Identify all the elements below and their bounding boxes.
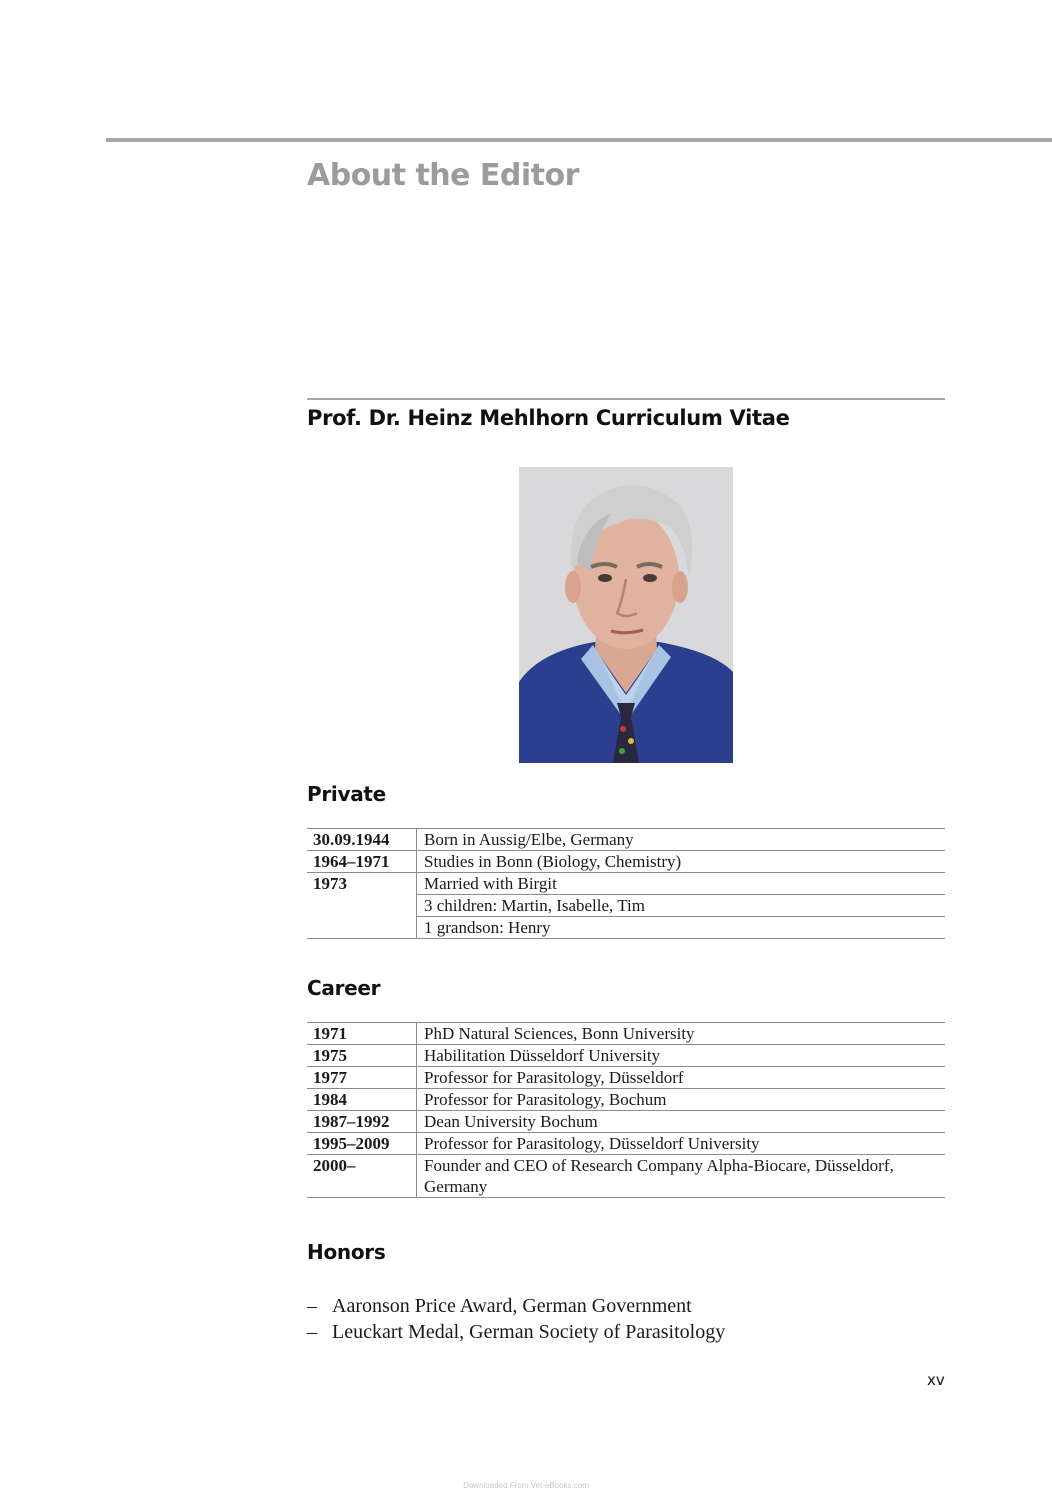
table-row [307,1133,945,1155]
text-cell: Studies in Bonn (Biology, Chemistry) [424,852,682,871]
text-cell: Dean University Bochum [424,1112,598,1131]
table-row [307,873,945,895]
table-row [307,829,945,851]
text-cell: Born in Aussig/Elbe, Germany [424,830,634,849]
text-cell: 1 grandson: Henry [417,917,946,939]
year-cell: 1973 [307,873,417,939]
honors-heading: Honors [307,1240,386,1264]
text-cell: Habilitation Düsseldorf University [424,1046,661,1065]
year-cell: 1987–1992 [307,1111,417,1133]
table-row [307,1089,945,1111]
top-rule [106,138,1052,142]
year-cell: 30.09.1944 [307,829,417,851]
year-cell: 1964–1971 [307,851,417,873]
table-row [307,1023,945,1045]
text-cell: Married with Birgit [424,874,557,893]
table-row [307,1045,945,1067]
text-cell: Founder and CEO of Research Company Alpha-Biocare, Düsseldorf, Germany [424,1156,894,1196]
private-heading: Private [307,782,386,806]
honor-text: Aaronson Price Award, German Government [332,1295,692,1317]
year-cell: 1975 [307,1045,417,1067]
section-rule [307,398,945,400]
text-cell: Professor for Parasitology, Düsseldorf [424,1068,684,1087]
chapter-title: About the Editor [307,158,579,193]
text-cell: PhD Natural Sciences, Bonn University [424,1024,695,1043]
honors-list [307,1293,725,1345]
year-cell: 1984 [307,1089,417,1111]
private-table [307,828,945,939]
table-row [307,1155,945,1198]
table-row [307,851,945,873]
year-cell: 1995–2009 [307,1133,417,1155]
cv-title: Prof. Dr. Heinz Mehlhorn Curriculum Vitae [307,406,790,430]
page-number: xv [927,1371,945,1389]
year-cell: 1971 [307,1023,417,1045]
text-cell: 3 children: Martin, Isabelle, Tim [417,895,946,917]
text-cell: Professor for Parasitology, Düsseldorf University [424,1134,760,1153]
table-row [307,1111,945,1133]
year-cell: 2000– [307,1155,417,1198]
career-heading: Career [307,976,381,1000]
list-item [307,1319,725,1345]
editor-portrait [519,467,733,763]
watermark: Downloaded From Vet-eBooks.com [463,1481,589,1490]
honor-text: Leuckart Medal, German Society of Parasitology [332,1321,726,1343]
dash-marker: – [307,1321,317,1343]
dash-marker: – [307,1295,317,1317]
list-item [307,1293,725,1319]
text-cell: Professor for Parasitology, Bochum [424,1090,667,1109]
table-row [307,1067,945,1089]
career-table [307,1022,945,1198]
year-cell: 1977 [307,1067,417,1089]
